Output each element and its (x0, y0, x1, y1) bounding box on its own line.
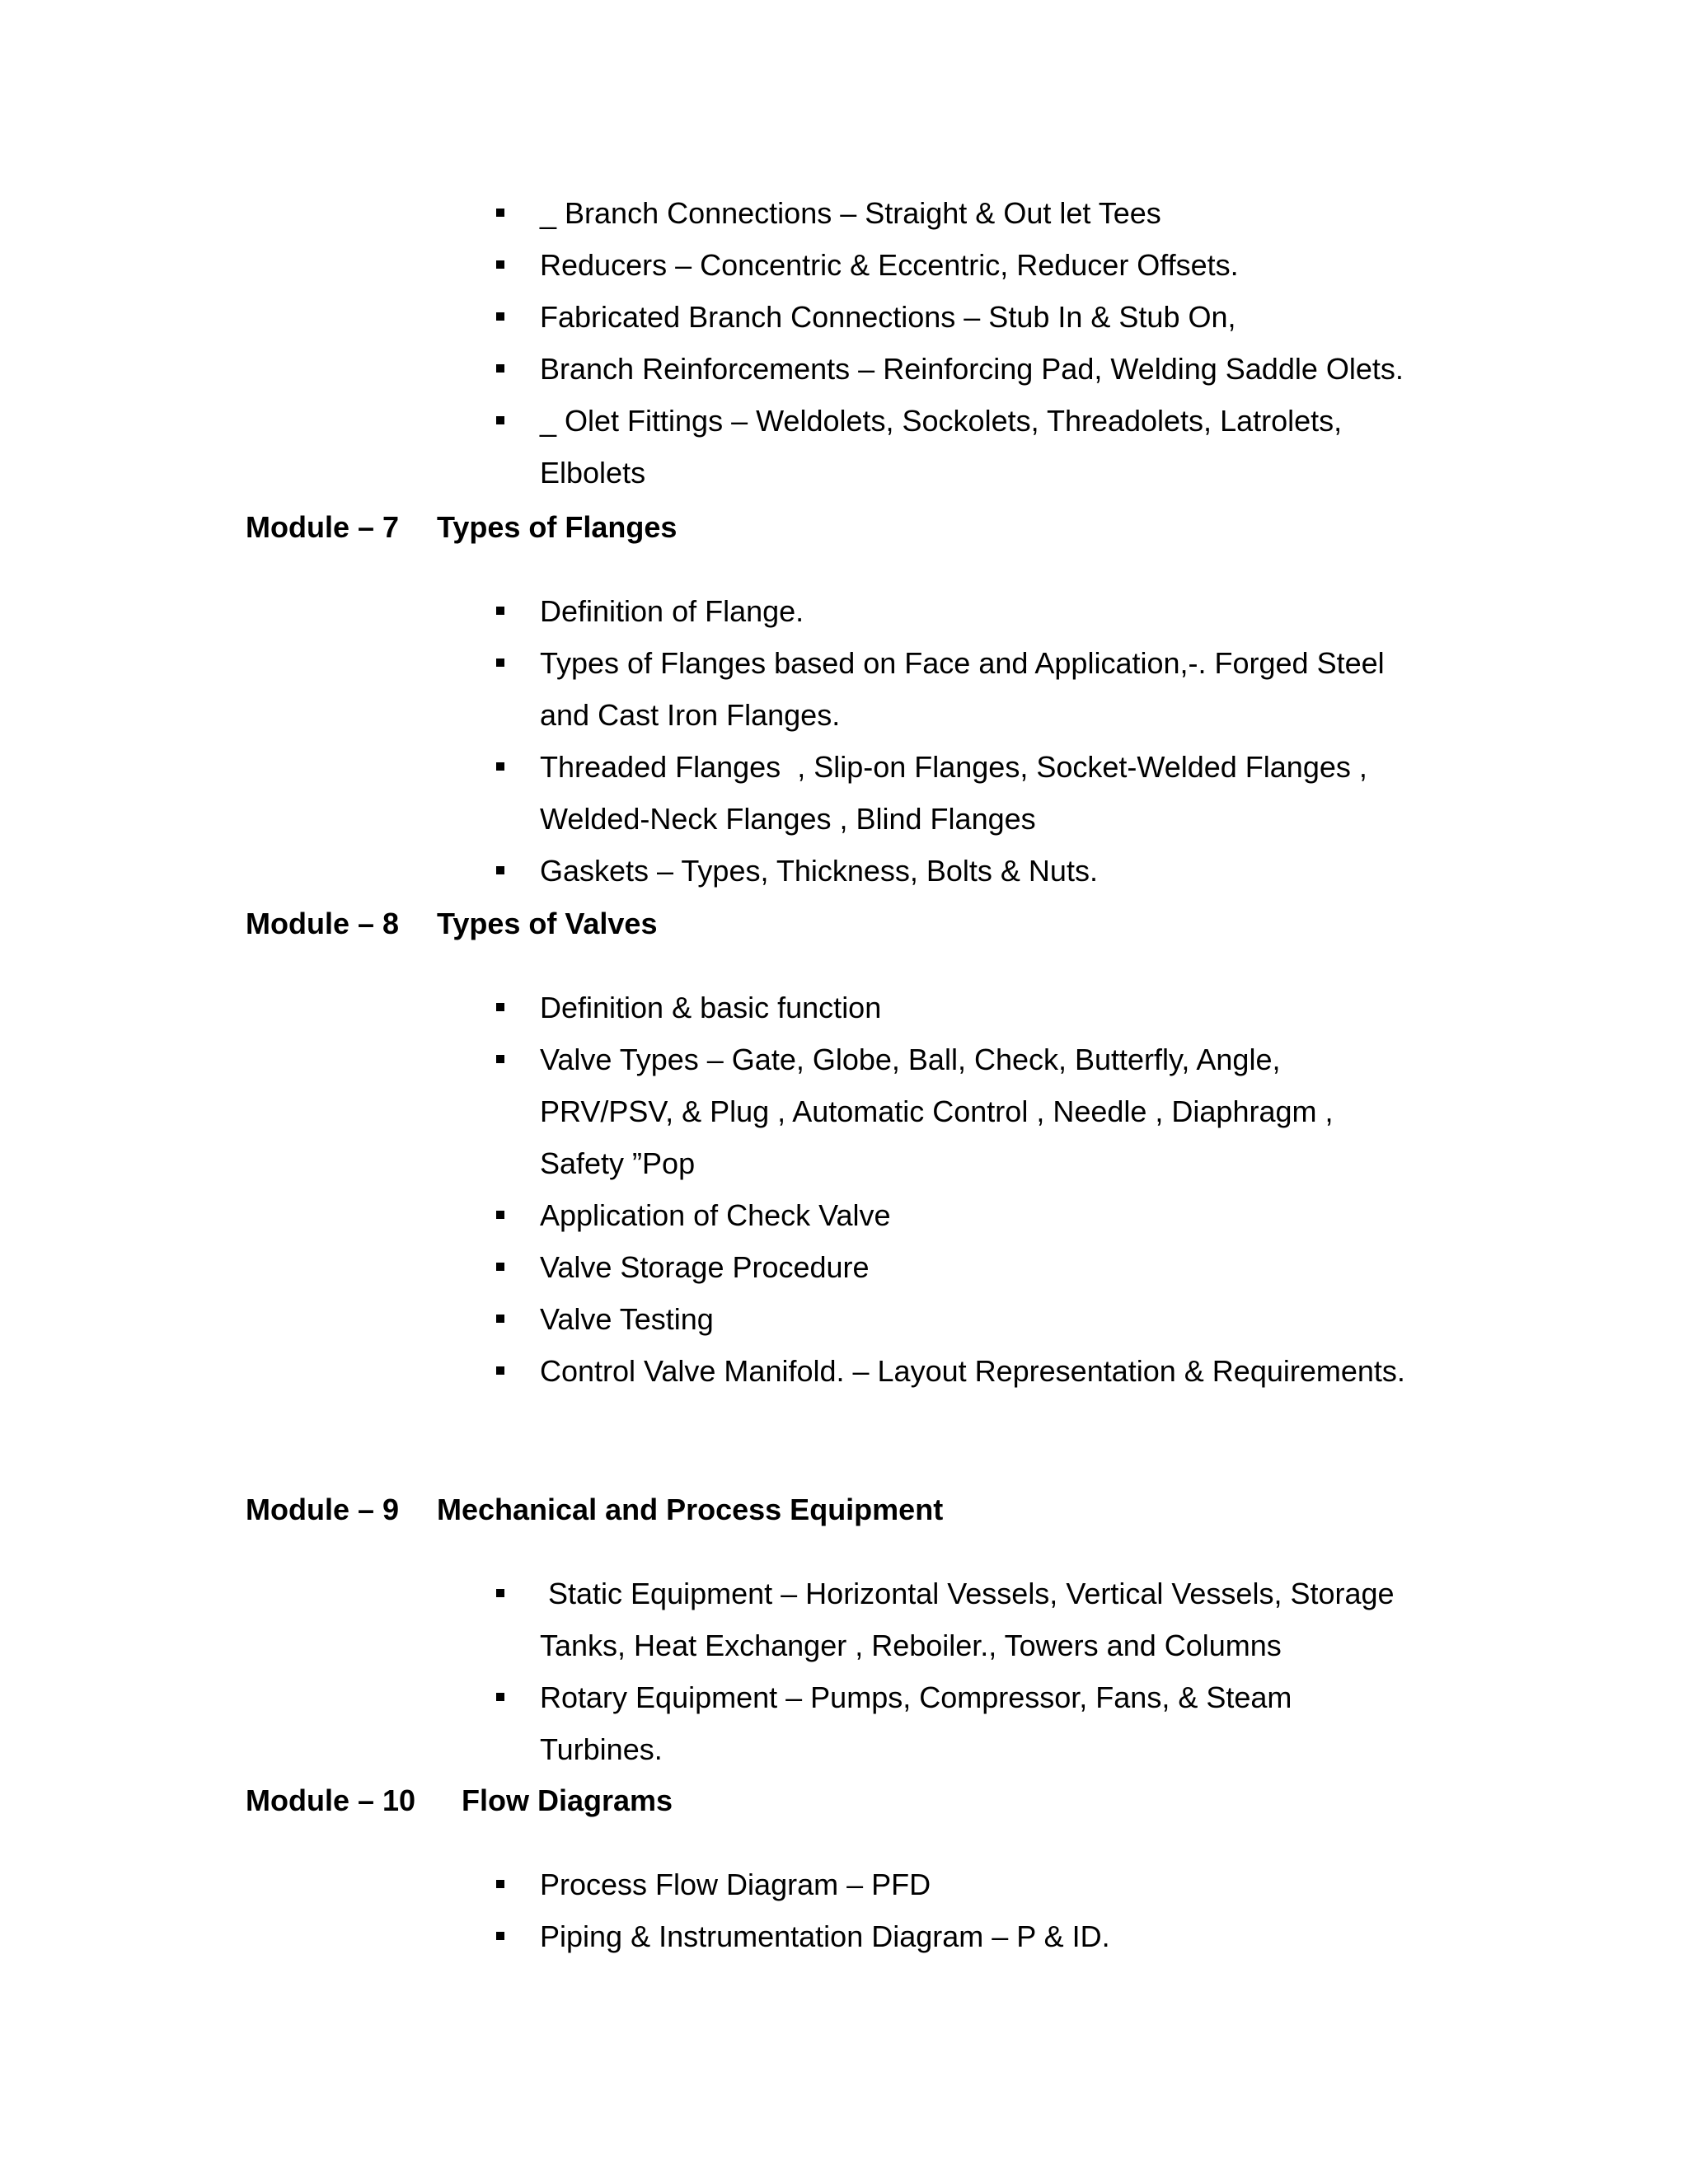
module-7-heading (246, 501, 677, 553)
square-bullet-icon (496, 312, 504, 321)
flanges-list (490, 585, 1447, 897)
list-item (490, 395, 1447, 499)
module-number: Module – 7 (246, 510, 400, 544)
list-item (490, 1241, 1447, 1293)
list-item-text: Valve Storage Procedure (540, 1250, 870, 1284)
list-item-continuation: PRV/PSV, & Plug , Automatic Control , Needle , Diaphragm , (540, 1094, 1334, 1128)
square-bullet-icon (496, 607, 504, 615)
list-item (490, 1345, 1447, 1397)
list-item (490, 1858, 1447, 1910)
square-bullet-icon (496, 1211, 504, 1219)
square-bullet-icon (496, 1315, 504, 1323)
list-item-text: Types of Flanges based on Face and Application,-. Forged Steel (540, 646, 1385, 680)
list-item (490, 845, 1447, 897)
module-title: Flow Diagrams (462, 1783, 673, 1817)
list-item (490, 982, 1447, 1033)
square-bullet-icon (496, 866, 504, 874)
list-item (490, 585, 1447, 637)
square-bullet-icon (496, 260, 504, 269)
square-bullet-icon (496, 416, 504, 424)
list-item-text: Valve Testing (540, 1302, 714, 1336)
list-item-text: Definition & basic function (540, 991, 882, 1024)
module-title: Mechanical and Process Equipment (437, 1493, 944, 1526)
module-10-heading (246, 1774, 673, 1826)
list-item (490, 187, 1447, 239)
square-bullet-icon (496, 1055, 504, 1063)
list-item-text: Branch Reinforcements – Reinforcing Pad, Welding Saddle Olets. (540, 352, 1404, 386)
square-bullet-icon (496, 364, 504, 373)
list-item (490, 1568, 1447, 1671)
list-item (490, 1910, 1447, 1962)
list-item (490, 1293, 1447, 1345)
module-number: Module – 10 (246, 1783, 416, 1817)
list-item (490, 343, 1447, 395)
square-bullet-icon (496, 1880, 504, 1888)
list-item-text: Control Valve Manifold. – Layout Representation & Requirements. (540, 1354, 1405, 1388)
list-item-continuation: Tanks, Heat Exchanger , Reboiler., Towers and Columns (540, 1629, 1282, 1662)
list-item (490, 637, 1447, 741)
square-bullet-icon (496, 1263, 504, 1271)
square-bullet-icon (496, 1366, 504, 1375)
module-9-heading (246, 1483, 943, 1535)
module-title: Types of Valves (437, 907, 658, 940)
list-item-text: Definition of Flange. (540, 594, 804, 628)
list-item (490, 1189, 1447, 1241)
list-item-text: Process Flow Diagram – PFD (540, 1868, 931, 1901)
list-item-text: Piping & Instrumentation Diagram – P & ID. (540, 1919, 1110, 1953)
list-item-text: Valve Types – Gate, Globe, Ball, Check, Butterfly, Angle, (540, 1043, 1281, 1076)
list-item-text: Reducers – Concentric & Eccentric, Reducer Offsets. (540, 248, 1239, 282)
list-item (490, 1033, 1447, 1189)
equipment-list (490, 1568, 1447, 1775)
module-number: Module – 9 (246, 1493, 400, 1526)
list-item-continuation: Welded-Neck Flanges , Blind Flanges (540, 802, 1036, 836)
square-bullet-icon (496, 209, 504, 217)
square-bullet-icon (496, 1693, 504, 1701)
list-item-text: Static Equipment – Horizontal Vessels, Vertical Vessels, Storage (540, 1577, 1395, 1610)
module-number: Module – 8 (246, 907, 400, 940)
square-bullet-icon (496, 658, 504, 667)
flow-diagrams-list (490, 1858, 1447, 1962)
module-title: Types of Flanges (437, 510, 678, 544)
square-bullet-icon (496, 1932, 504, 1940)
list-item-text: _ Olet Fittings – Weldolets, Sockolets, Threadolets, Latrolets, (540, 404, 1343, 438)
module-8-heading (246, 898, 657, 949)
list-item-text: _ Branch Connections – Straight & Out let Tees (540, 196, 1161, 230)
list-item-continuation: and Cast Iron Flanges. (540, 698, 841, 732)
list-item-text: Gaskets – Types, Thickness, Bolts & Nuts. (540, 854, 1098, 888)
list-item-continuation: Elbolets (540, 456, 646, 490)
list-item-text: Threaded Flanges , Slip-on Flanges, Socket-Welded Flanges , (540, 750, 1367, 784)
list-item (490, 291, 1447, 343)
square-bullet-icon (496, 1003, 504, 1011)
list-item-continuation: Safety ”Pop (540, 1146, 696, 1180)
list-item-text: Rotary Equipment – Pumps, Compressor, Fans, & Steam (540, 1680, 1292, 1714)
square-bullet-icon (496, 1589, 504, 1597)
list-item-continuation: Turbines. (540, 1732, 663, 1766)
list-item-text: Application of Check Valve (540, 1198, 891, 1232)
list-item (490, 239, 1447, 291)
square-bullet-icon (496, 762, 504, 771)
valves-list (490, 982, 1447, 1397)
list-item (490, 741, 1447, 845)
list-item-text: Fabricated Branch Connections – Stub In & Stub On, (540, 300, 1236, 334)
fittings-list (490, 187, 1447, 499)
list-item (490, 1671, 1447, 1775)
